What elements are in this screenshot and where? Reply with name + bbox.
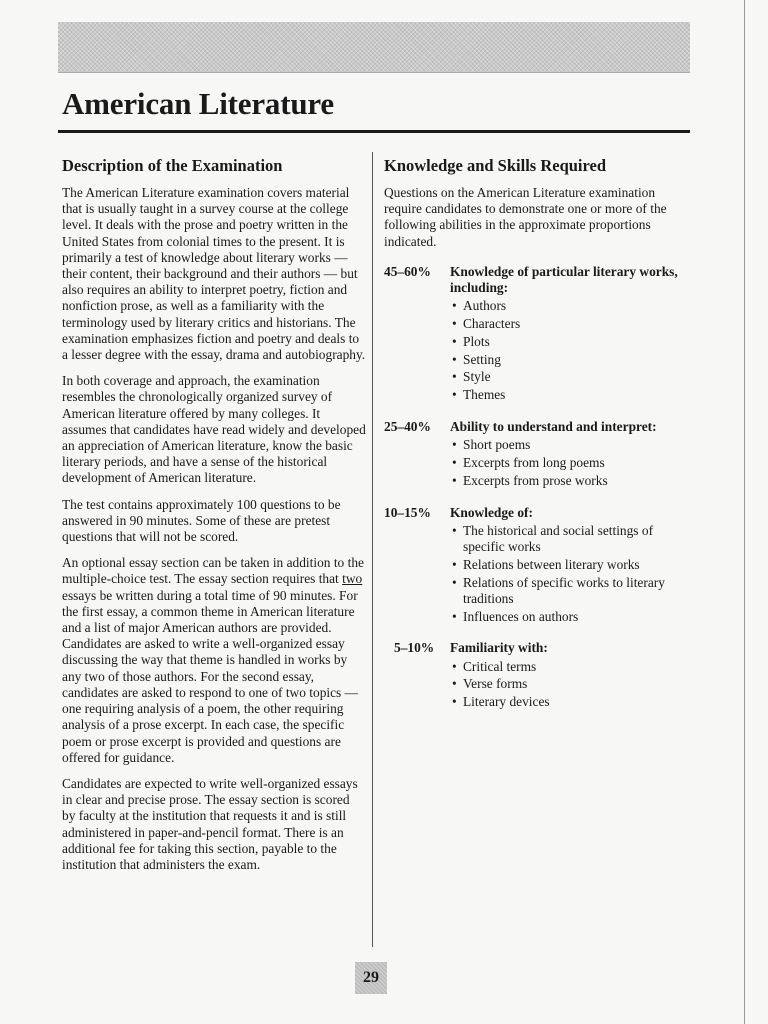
- list-item: • Influences on authors: [450, 609, 690, 625]
- section-percent: 5–10%: [394, 640, 435, 656]
- essay-underlined-word: two: [342, 571, 363, 587]
- list-item: • The historical and social settings of specific works: [450, 523, 690, 555]
- title-rule: [58, 130, 690, 133]
- section-percent: 10–15%: [384, 504, 431, 520]
- section-heading: Familiarity with:: [450, 640, 548, 656]
- section-heading: Knowledge of particular literary works, including:: [450, 263, 678, 296]
- description-paragraph: In both coverage and approach, the examination resembles the chronologically organized survey of American literature offered by many colleges. It assumes that candidates have read widely and developed an appreciation of American literature, know the basic literary periods, and have a sense of the historical development of American literature.: [62, 373, 366, 486]
- skills-column: [384, 156, 690, 726]
- section-percent: 45–60%: [384, 263, 431, 279]
- description-paragraph: The American Literature examination covers material that is usually taught in a survey course at the college level. It deals with the prose and poetry written in the United States from colonial times to the present. It is primarily a test of knowledge about literary works — their content, their background and their authors — but also requires an ability to interpret poetry, fiction and nonfiction prose, as well as a familiarity with the terminology used by literary critics and historians. The examination emphasizes fiction and poetry and deals to a lesser degree with the essay, drama and autobiography.: [62, 185, 366, 363]
- list-item: • Characters: [450, 316, 690, 332]
- list-item: • Themes: [450, 387, 690, 403]
- column-divider: [372, 152, 373, 947]
- skills-intro: Questions on the American Literature examination require candidates to demonstrate one or more of the following abilities in the approximate proportions indicated.: [384, 185, 667, 249]
- list-item: • Relations of specific works to literary traditions: [450, 575, 690, 607]
- section-percent: 25–40%: [384, 419, 431, 434]
- page-title: American Literature: [62, 86, 334, 121]
- list-item: • Relations between literary works: [450, 557, 690, 573]
- essay-text-end: essays be written during a total time of 90 minutes. For the first essay, a common theme in American literature and a list of major American authors are provided. Candidates are asked to write a well-organized essay discussing the way that theme is handled in works by any two of those authors. For the second essay, candidates are asked to respond to one of two topics — one requiring analysis of a poem, the other requiring analysis of a prose excerpt. In each case, the specific poem or prose excerpt is provided and questions are offered for guidance.: [62, 587, 358, 765]
- skill-section: [384, 505, 690, 627]
- list-item: • Critical terms: [450, 659, 690, 675]
- page-number: 29: [355, 962, 387, 994]
- essay-paragraph: [62, 555, 366, 766]
- list-item: • Verse forms: [450, 676, 690, 692]
- skill-section: [384, 640, 690, 712]
- list-item: • Plots: [450, 334, 690, 350]
- list-item: • Style: [450, 369, 690, 385]
- page-edge-line: [744, 0, 745, 1024]
- list-item: • Excerpts from long poems: [450, 455, 690, 471]
- skills-heading: Knowledge and Skills Required: [384, 156, 607, 175]
- list-item: • Setting: [450, 352, 690, 368]
- skill-section: [384, 419, 690, 491]
- header-banner: [58, 22, 690, 73]
- description-column: [62, 156, 366, 883]
- section-heading: Knowledge of:: [450, 504, 533, 520]
- description-heading: Description of the Examination: [62, 156, 283, 175]
- list-item: • Excerpts from prose works: [450, 473, 690, 489]
- list-item: • Authors: [450, 298, 690, 314]
- list-item: • Literary devices: [450, 694, 690, 710]
- essay-text-start: An optional essay section can be taken in addition to the multiple-choice test. The essay section requires that: [62, 555, 364, 587]
- section-heading: Ability to understand and interpret:: [450, 419, 657, 434]
- list-item: • Short poems: [450, 437, 690, 453]
- skill-section: [384, 264, 690, 405]
- description-paragraph: The test contains approximately 100 questions to be answered in 90 minutes. Some of these are pretest questions that will not be scored.: [62, 496, 341, 545]
- final-paragraph: Candidates are expected to write well-organized essays in clear and precise prose. The essay section is scored by faculty at the institution that requests it and is still administered in paper-and-pencil format. There is an additional fee for taking this section, payable to the institution that administers the exam.: [62, 775, 358, 872]
